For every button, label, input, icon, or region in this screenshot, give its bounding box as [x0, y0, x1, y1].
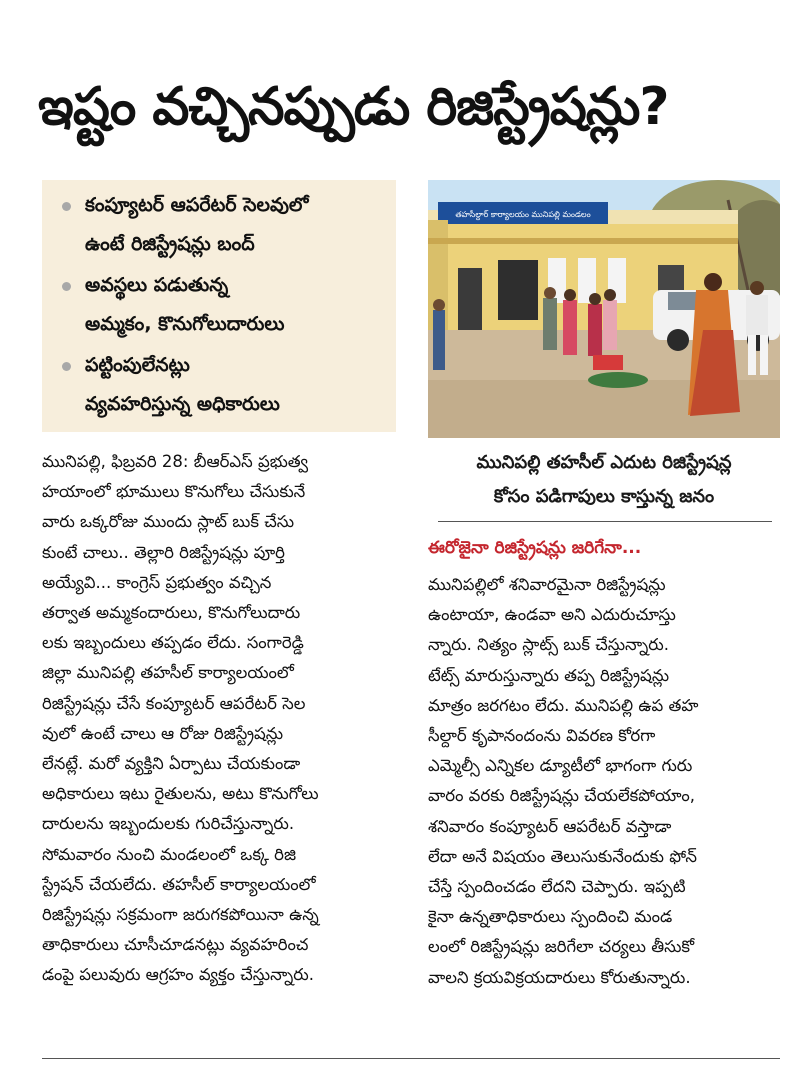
bullet-dot-icon [62, 202, 71, 211]
office-sign-text: తహసీల్దార్ కార్యాలయం మునిపల్లి మండలం [455, 210, 591, 219]
body-line: డంపై పలువురు ఆగ్రహం వ్యక్తం చేస్తున్నారు. [42, 965, 314, 985]
news-photo [428, 180, 780, 438]
bottom-divider [42, 1058, 780, 1059]
highlight-item [56, 186, 386, 264]
body-line: మునిపల్లి, ఫిబ్రవరి 28: బీఆర్ఎస్ ప్రభుత్వ [42, 452, 309, 471]
body-line: శనివారం కంప్యూటర్ ఆపరేటర్ వస్తాడా [428, 816, 672, 836]
body-line: సోమవారం నుంచి మండలంలో ఒక్క రిజి [42, 844, 297, 864]
bullet-dot-icon [62, 362, 71, 371]
body-line: రిజిస్ట్రేషన్లు చేసే కంప్యూటర్ ఆపరేటర్ సెల [42, 693, 306, 713]
photo-caption [428, 446, 780, 514]
caption-divider [438, 521, 772, 522]
caption-line: మునిపల్లి తహసీల్ ఎదుట రిజిస్ట్రేషన్ల [476, 452, 732, 473]
highlight-line: అమ్మకం, కొనుగోలుదారులు [85, 313, 285, 335]
body-line: టేట్స్ మారుస్తున్నారు తప్ప రిజిస్ట్రేషన్లు [428, 665, 670, 685]
body-line: లకు ఇబ్బందులు తప్పడం లేదు. సంగారెడ్డి [42, 633, 304, 653]
body-line: ఎమ్మెల్సీ ఎన్నికల డ్యూటీలో భాగంగా గురు [428, 756, 693, 776]
body-line: వులో ఉంటే చాలు ఆ రోజు రిజిస్ట్రేషన్లు [42, 723, 284, 743]
headline: ఇష్టం వచ్చినప్పుడు రిజిస్ట్రేషన్లు? [38, 77, 669, 137]
highlight-line: వ్యవహరిస్తున్న అధికారులు [85, 393, 280, 415]
body-line: లేదా అనే విషయం తెలుసుకునేందుకు ఫోన్ [428, 846, 697, 866]
body-line: అయ్యేవి... కాంగ్రెస్ ప్రభుత్వం వచ్చిన [42, 572, 272, 592]
body-line: ఉంటాయా, ఉండవా అని ఎదురుచూస్తు [428, 605, 676, 625]
article-body-right [428, 570, 780, 993]
body-line: వారు ఒక్కరోజు ముందు స్లాట్ బుక్ చేసు [42, 512, 295, 532]
body-line: తాధికారులు చూసీచూడనట్లు వ్యవహరించ [42, 935, 309, 955]
highlight-line: ఉంటే రిజిస్ట్రేషన్లు బంద్ [85, 233, 255, 255]
body-line: తర్వాత అమ్మకందారులు, కొనుగోలుదారు [42, 603, 301, 623]
body-line: వారం వరకు రిజిస్ట్రేషన్లు చేయలేకపోయాం, [428, 786, 695, 806]
highlight-item [56, 266, 386, 344]
article-body-left [42, 447, 398, 991]
body-line: రిజిస్ట్రేషన్లు సక్రమంగా జరుగకపోయినా ఉన్న [42, 905, 319, 925]
subheading: ఈరోజైనా రిజిస్ట్రేషన్లు జరిగేనా... [428, 538, 642, 558]
body-line: చేస్తే స్పందించడం లేదని చెప్పారు. ఇప్పటి [428, 877, 686, 897]
body-line: సీల్దార్ కృపానందంను వివరణ కోరగా [428, 726, 656, 746]
body-line: మాత్రం జరగటం లేదు. మునిపల్లి ఉప తహ [428, 695, 699, 715]
highlight-line: కంప్యూటర్ ఆపరేటర్ సెలవులో [85, 194, 309, 216]
body-line: కుంటే చాలు.. తెల్లారి రిజిస్ట్రేషన్లు పూర్తి [42, 542, 285, 562]
highlight-line: పట్టింపులేనట్లు [85, 354, 190, 376]
bullet-dot-icon [62, 282, 71, 291]
body-line: స్ట్రేషన్ చేయలేదు. తహసీల్ కార్యాలయంలో [42, 874, 316, 894]
highlight-item [56, 346, 386, 424]
body-line: వాలని క్రయవిక్రయదారులు కోరుతున్నారు. [428, 967, 691, 987]
highlights-box [42, 180, 396, 432]
highlight-line: అవస్థలు పడుతున్న [85, 274, 229, 296]
body-line: అధికారులు ఇటు రైతులను, అటు కొనుగోలు [42, 784, 319, 804]
body-line: మునిపల్లిలో శనివారమైనా రిజిస్ట్రేషన్లు [428, 575, 666, 594]
body-line: న్నారు. నిత్యం స్లాట్స్ బుక్ చేస్తున్నారు. [428, 635, 669, 655]
body-line: దారులను ఇబ్బందులకు గురిచేస్తున్నారు. [42, 814, 295, 834]
body-line: లేనట్లే. మరో వ్యక్తిని ఏర్పాటు చేయకుండా [42, 754, 301, 774]
body-line: లంలో రిజిస్ట్రేషన్లు జరిగేలా చర్యలు తీసుకో [428, 937, 695, 957]
body-line: హయాంలో భూములు కొనుగోలు చేసుకునే [42, 482, 306, 502]
body-line: కైనా ఉన్నతాధికారులు స్పందించి మండ [428, 907, 673, 927]
body-line: జిల్లా మునిపల్లి తహసీల్ కార్యాలయంలో [42, 663, 294, 683]
caption-line: కోసం పడిగాపులు కాస్తున్న జనం [493, 486, 715, 507]
